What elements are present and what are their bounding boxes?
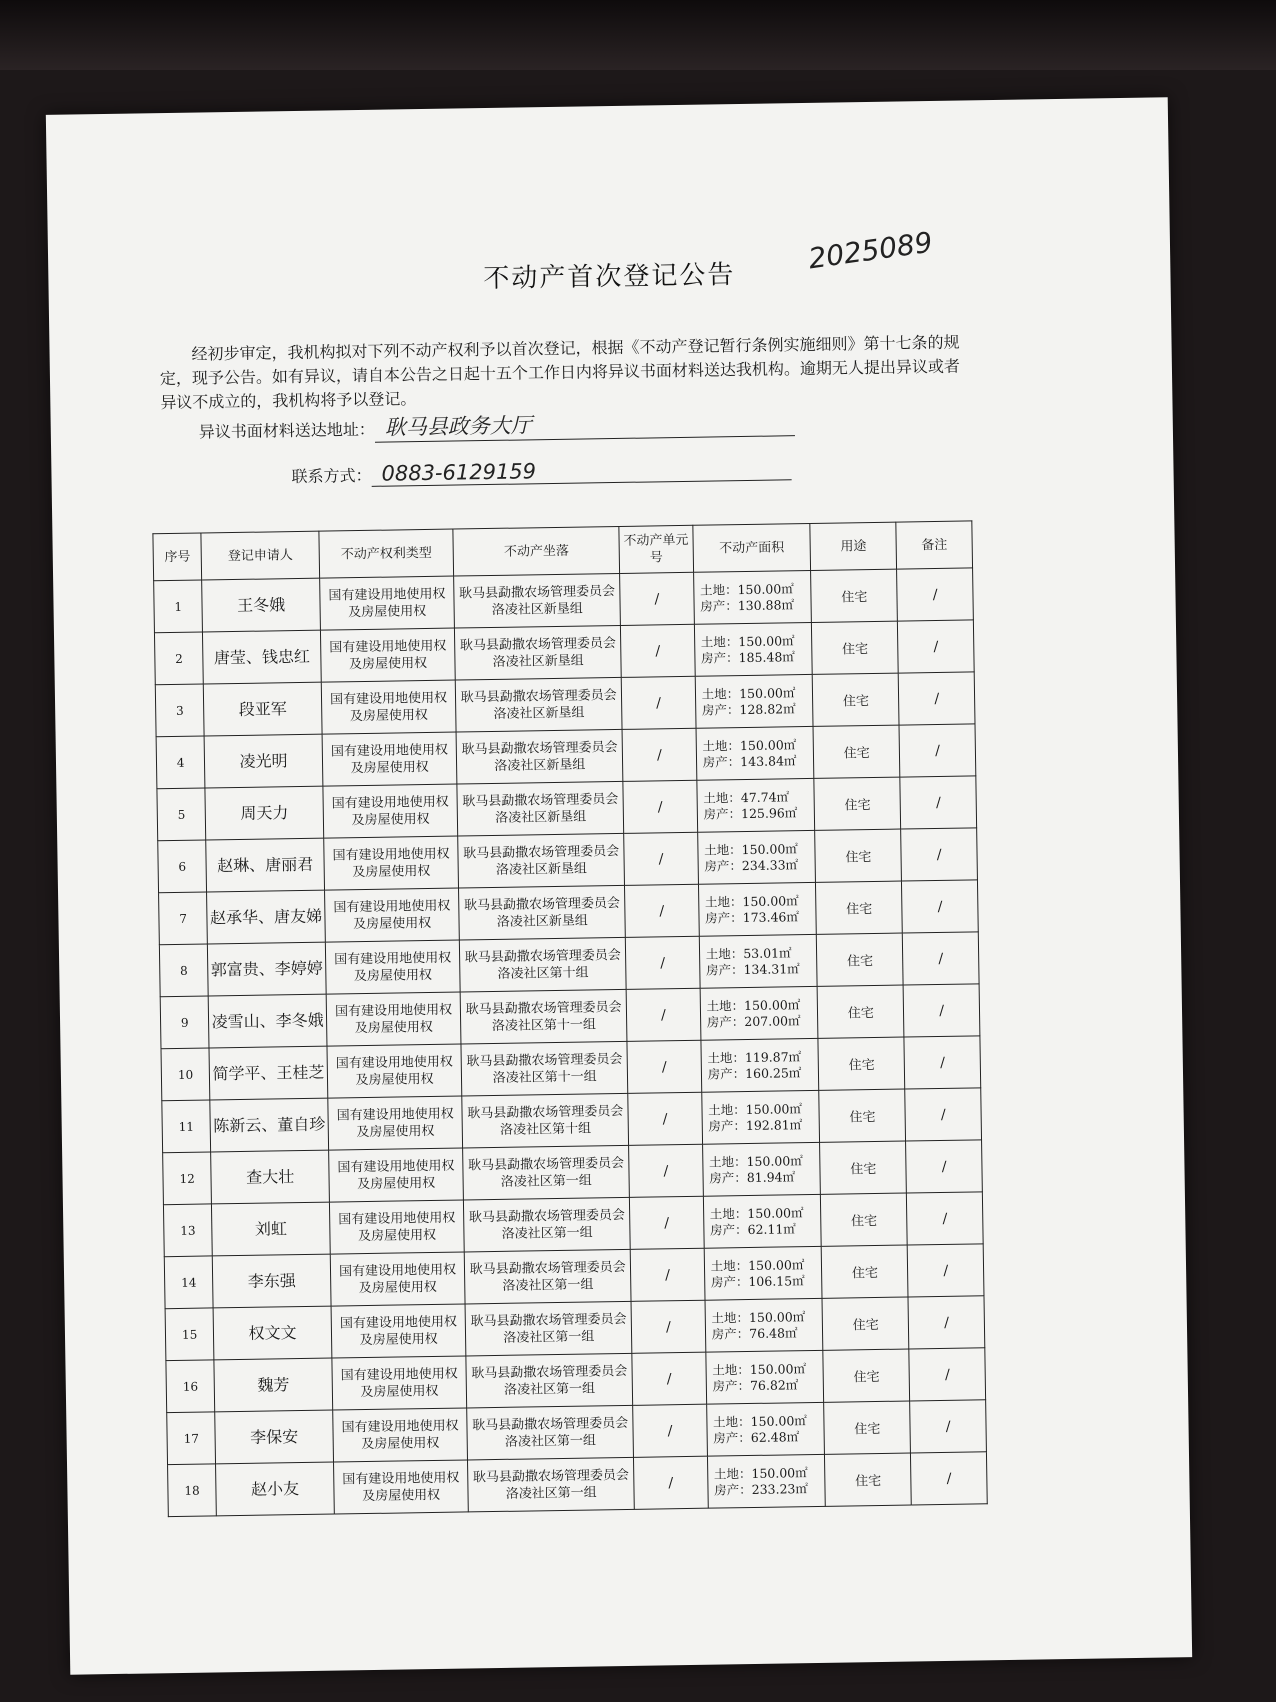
property-area [693,570,811,624]
remark: / [902,880,978,933]
header-cell: 不动产权利类型 [319,529,454,578]
page-title: 不动产首次登记公告 [483,260,736,295]
house-area: 房产：143.84㎡ [702,752,797,770]
right-type: 国有建设用地使用权及房屋使用权 [329,1200,464,1254]
land-area: 土地：150.00㎡ [706,996,801,1014]
address-value: 耿马县政务大厅 [375,405,795,443]
unit-number: / [621,624,695,677]
land-area: 土地：119.87㎡ [707,1048,802,1066]
remark: / [910,1400,986,1453]
row-number: 16 [166,1360,215,1413]
applicant-name: 陈新云、董自珍 [210,1098,328,1152]
row-number: 2 [154,632,203,685]
remark: / [899,724,975,777]
remark: / [897,568,973,621]
right-type: 国有建设用地使用权及房屋使用权 [330,1252,465,1306]
property-location: 耿马县勐撒农场管理委员会洛凌社区新垦组 [454,573,621,628]
land-area: 土地：150.00㎡ [713,1464,808,1482]
unit-number: / [627,1040,701,1093]
right-type: 国有建设用地使用权及房屋使用权 [332,1356,467,1410]
remark: / [900,776,976,829]
unit-number: / [625,936,699,989]
property-area [698,882,816,936]
property-location: 耿马县勐撒农场管理委员会洛凌社区第一组 [463,1145,630,1200]
house-area: 房产：234.33㎡ [704,856,799,874]
remark: / [898,620,974,673]
house-area: 房产：81.94㎡ [709,1168,796,1186]
property-location: 耿马县勐撒农场管理委员会洛凌社区第一组 [465,1249,632,1304]
right-type: 国有建设用地使用权及房屋使用权 [333,1408,468,1462]
applicant-name: 郭富贵、李婷婷 [208,942,326,996]
property-use: 住宅 [812,673,899,726]
house-area: 房产：185.48㎡ [700,648,795,666]
remark: / [901,828,977,881]
unit-number: / [629,1144,703,1197]
property-location: 耿马县勐撒农场管理委员会洛凌社区第一组 [466,1353,633,1408]
unit-number: / [631,1300,705,1353]
header-cell: 用途 [810,522,897,570]
house-area: 房产：192.81㎡ [708,1116,803,1134]
header-cell: 不动产单元号 [619,525,693,573]
unit-number: / [620,572,694,625]
land-area: 土地：150.00㎡ [712,1360,807,1378]
property-location: 耿马县勐撒农场管理委员会洛凌社区第十组 [460,937,627,992]
property-use: 住宅 [823,1349,910,1402]
property-use: 住宅 [814,777,901,830]
unit-number: / [633,1404,707,1457]
right-type: 国有建设用地使用权及房屋使用权 [326,992,461,1046]
right-type: 国有建设用地使用权及房屋使用权 [320,628,455,682]
remark: / [905,1088,981,1141]
property-use: 住宅 [822,1297,909,1350]
remark: / [904,1036,980,1089]
property-area [700,986,818,1040]
applicant-name: 刘虹 [212,1202,330,1256]
contact-row [291,455,791,488]
property-location: 耿马县勐撒农场管理委员会洛凌社区新垦组 [455,625,622,680]
house-area: 房产：62.11㎡ [709,1220,796,1238]
property-use: 住宅 [817,933,904,986]
remark: / [903,984,979,1037]
applicant-name: 王冬娥 [202,578,320,632]
right-type: 国有建设用地使用权及房屋使用权 [320,576,455,630]
property-area [696,726,814,780]
row-number: 7 [159,892,208,945]
row-number: 12 [163,1152,212,1205]
house-area: 房产：233.23㎡ [714,1480,809,1498]
right-type: 国有建设用地使用权及房屋使用权 [329,1148,464,1202]
remark: / [903,932,979,985]
row-number: 9 [160,996,209,1049]
land-area: 土地：53.01㎡ [705,944,792,962]
property-area [706,1402,824,1456]
house-area: 房产：128.82㎡ [701,700,796,718]
header-cell: 不动产面积 [693,523,811,572]
unit-number: / [621,676,695,729]
remark: / [906,1140,982,1193]
land-area: 土地：150.00㎡ [709,1204,804,1222]
property-area [707,1454,825,1508]
property-area [705,1298,823,1352]
property-use: 住宅 [824,1401,911,1454]
property-area [697,778,815,832]
applicant-name: 赵承华、唐友娣 [207,890,325,944]
applicant-name: 凌光明 [204,734,322,788]
address-label: 异议书面材料送达地址： [198,419,375,442]
desk-background [0,0,1276,70]
property-location: 耿马县勐撒农场管理委员会洛凌社区新垦组 [459,885,626,940]
header-cell: 不动产坐落 [453,526,620,576]
property-location: 耿马县勐撒农场管理委员会洛凌社区第十一组 [461,1041,628,1096]
row-number: 13 [163,1204,212,1257]
right-type: 国有建设用地使用权及房屋使用权 [331,1304,466,1358]
land-area: 土地：150.00㎡ [708,1100,803,1118]
registration-table [152,520,987,1517]
applicant-name: 李保安 [215,1410,333,1464]
property-area [695,674,813,728]
property-location: 耿马县勐撒农场管理委员会洛凌社区第一组 [467,1405,634,1460]
land-area: 土地：150.00㎡ [702,736,797,754]
applicant-name: 段亚军 [204,682,322,736]
property-area [694,622,812,676]
header-cell: 登记申请人 [201,531,319,580]
unit-number: / [634,1456,708,1509]
row-number: 8 [159,944,208,997]
right-type: 国有建设用地使用权及房屋使用权 [327,1044,462,1098]
remark: / [908,1244,984,1297]
applicant-name: 查大壮 [211,1150,329,1204]
land-area: 土地：150.00㎡ [701,684,796,702]
right-type: 国有建设用地使用权及房屋使用权 [323,784,458,838]
applicant-name: 简学平、王桂芝 [209,1046,327,1100]
property-location: 耿马县勐撒农场管理委员会洛凌社区新垦组 [456,729,623,784]
contact-value: 0883-6129159 [371,455,791,487]
unit-number: / [628,1092,702,1145]
row-number: 15 [165,1308,214,1361]
row-number: 3 [155,684,204,737]
property-use: 住宅 [817,985,904,1038]
applicant-name: 周天力 [205,786,323,840]
intro-paragraph: 经初步审定，我机构拟对下列不动产权利予以首次登记，根据《不动产登记暂行条例实施细则》第十七条的规定，现予公告。如有异议，请自本公告之日起十五个工作日内将异议书面材料送达我机构。逾期无人提出异议或者异议不成立的，我机构将予以登记。 [159,332,961,413]
row-number: 14 [164,1256,213,1309]
property-area [701,1090,819,1144]
house-area: 房产：106.15㎡ [710,1272,805,1290]
remark: / [908,1296,984,1349]
land-area: 土地：150.00㎡ [704,892,799,910]
row-number: 10 [161,1048,210,1101]
house-area: 房产：130.88㎡ [700,596,795,614]
unit-number: / [630,1196,704,1249]
property-location: 耿马县勐撒农场管理委员会洛凌社区第十组 [462,1093,629,1148]
property-use: 住宅 [821,1245,908,1298]
property-area [703,1194,821,1248]
land-area: 土地：150.00㎡ [711,1308,806,1326]
right-type: 国有建设用地使用权及房屋使用权 [324,836,459,890]
unit-number: / [626,988,700,1041]
house-area: 房产：207.00㎡ [706,1012,801,1030]
house-area: 房产：125.96㎡ [703,804,798,822]
property-use: 住宅 [818,1037,905,1090]
property-use: 住宅 [811,569,898,622]
house-area: 房产：62.48㎡ [713,1428,800,1446]
unit-number: / [630,1248,704,1301]
remark: / [907,1192,983,1245]
contact-label: 联系方式： [291,465,372,487]
applicant-name: 唐莹、钱忠红 [203,630,321,684]
land-area: 土地：150.00㎡ [700,632,795,650]
right-type: 国有建设用地使用权及房屋使用权 [325,940,460,994]
land-area: 土地：150.00㎡ [699,580,794,598]
property-area [706,1350,824,1404]
property-location: 耿马县勐撒农场管理委员会洛凌社区第十一组 [460,989,627,1044]
applicant-name: 凌雪山、李冬娥 [208,994,326,1048]
property-use: 住宅 [819,1089,906,1142]
house-area: 房产：160.25㎡ [707,1064,802,1082]
property-location: 耿马县勐撒农场管理委员会洛凌社区第一组 [465,1301,632,1356]
property-use: 住宅 [825,1453,912,1506]
property-location: 耿马县勐撒农场管理委员会洛凌社区新垦组 [456,677,623,732]
house-area: 房产：134.31㎡ [705,960,800,978]
property-use: 住宅 [820,1141,907,1194]
row-number: 11 [162,1100,211,1153]
right-type: 国有建设用地使用权及房屋使用权 [321,680,456,734]
property-area [699,934,817,988]
land-area: 土地：47.74㎡ [703,788,790,806]
unit-number: / [623,780,697,833]
house-area: 房产：173.46㎡ [705,908,800,926]
remark: / [899,672,975,725]
property-use: 住宅 [812,621,899,674]
unit-number: / [625,884,699,937]
property-location: 耿马县勐撒农场管理委员会洛凌社区新垦组 [457,781,624,836]
property-location: 耿马县勐撒农场管理委员会洛凌社区第一组 [468,1457,635,1512]
right-type: 国有建设用地使用权及房屋使用权 [328,1096,463,1150]
applicant-name: 权文文 [213,1306,331,1360]
applicant-name: 魏芳 [214,1358,332,1412]
land-area: 土地：150.00㎡ [708,1152,803,1170]
property-area [704,1246,822,1300]
row-number: 18 [168,1464,217,1517]
property-area [702,1142,820,1196]
remark: / [911,1452,987,1505]
right-type: 国有建设用地使用权及房屋使用权 [324,888,459,942]
applicant-name: 赵琳、唐丽君 [206,838,324,892]
handwritten-date: 2025089 [806,225,935,276]
row-number: 5 [157,788,206,841]
notice-sheet [46,97,1192,1674]
row-number: 1 [154,580,203,633]
row-number: 17 [167,1412,216,1465]
row-number: 4 [156,736,205,789]
house-area: 房产：76.48㎡ [711,1324,798,1342]
header-cell: 序号 [153,533,202,581]
property-location: 耿马县勐撒农场管理委员会洛凌社区第一组 [464,1197,631,1252]
house-area: 房产：76.82㎡ [712,1376,799,1394]
property-area [701,1038,819,1092]
right-type: 国有建设用地使用权及房屋使用权 [333,1460,468,1514]
applicant-name: 赵小友 [216,1462,334,1516]
property-area [697,830,815,884]
land-area: 土地：150.00㎡ [710,1256,805,1274]
applicant-name: 李东强 [213,1254,331,1308]
unit-number: / [624,832,698,885]
property-use: 住宅 [815,829,902,882]
unit-number: / [622,728,696,781]
unit-number: / [632,1352,706,1405]
property-location: 耿马县勐撒农场管理委员会洛凌社区新垦组 [458,833,625,888]
table-body [154,568,988,1517]
property-use: 住宅 [816,881,903,934]
header-cell: 备注 [896,521,972,569]
row-number: 6 [158,840,207,893]
right-type: 国有建设用地使用权及房屋使用权 [322,732,457,786]
remark: / [909,1348,985,1401]
property-use: 住宅 [813,725,900,778]
property-use: 住宅 [821,1193,908,1246]
land-area: 土地：150.00㎡ [703,840,798,858]
land-area: 土地：150.00㎡ [712,1412,807,1430]
